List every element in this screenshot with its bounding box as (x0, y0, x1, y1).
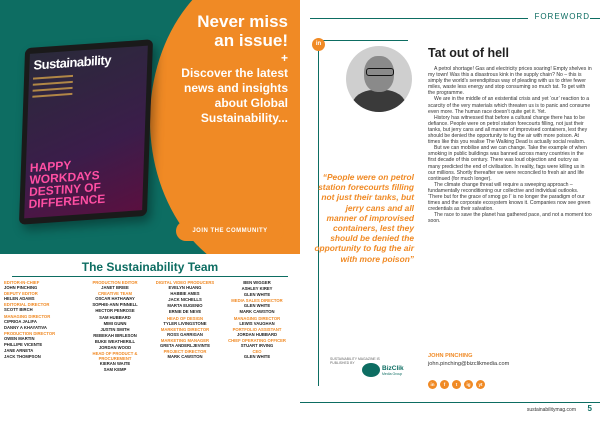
team-member-name: SCOTT BIRCH (4, 307, 33, 313)
publisher-label: SUSTAINABILITY MAGAZINE IS PUBLISHED BY (330, 357, 380, 366)
right-page (300, 0, 600, 424)
team-role: PROJECT DIRECTOR (163, 349, 207, 355)
team-column-4 (222, 280, 292, 360)
team-member-name: ERNIE DE NEVE (168, 309, 202, 315)
subscription-promo (0, 0, 300, 254)
in-badge-icon: in (312, 38, 325, 51)
paragraph: The race to save the planet has gathered pace, and not a moment too soon. (428, 212, 592, 225)
team-member-name: GRETA ANDERLJEVINTE (159, 343, 211, 349)
team-role: HEAD OF PRODUCT & PROCUREMENT (92, 351, 138, 362)
team-column-1 (4, 280, 74, 360)
magazine-title: Sustainability (33, 52, 112, 73)
team-member-name: OSCAR HATHAWAY (95, 296, 135, 302)
team-member-name: GLEN WHITE (243, 303, 271, 309)
team-member-name: OWEN MARTIN (4, 335, 35, 341)
youtube-icon[interactable]: yt (476, 380, 485, 389)
team-role: EDITOR-IN-CHIEF (4, 280, 40, 285)
author-name: JOHN PINCHING (428, 353, 473, 359)
publisher-sub: Media Group (382, 372, 403, 376)
team-member-name: JANET BRIEE (101, 285, 129, 291)
team-role: MARKETING MANAGER (160, 337, 210, 343)
team-member-name: CIPRIOA JALIFA (4, 318, 37, 324)
footer-rule (300, 402, 600, 403)
team-member-name: MARK CAWSTON (239, 309, 275, 315)
promo-subline: Discover the latest news and insights about Global Sustainability... (181, 66, 288, 125)
team-member-name: MARTA EUGENIO (167, 303, 203, 309)
team-member-name: SOPHIE-ANN PINNELL (92, 302, 138, 308)
team-member-name: HELEN ADAMS (4, 296, 35, 302)
page-number: 5 (587, 404, 592, 413)
magazine-cover (24, 46, 148, 219)
promo-plus: + (280, 51, 288, 65)
linkedin-icon[interactable]: in (428, 380, 437, 389)
paragraph: A petrol shortage! Gas and electricity prices soaring! Empty shelves in my town! Was this a disastrous kink in the supply chain? No – this is simply the world’s serendipitous way of pleading with us to drive fewer miles, waste less energy and stop consuming so much tat. To get with the programme. (428, 66, 592, 97)
tablet-mockup (19, 39, 153, 225)
cover-lines (32, 75, 73, 102)
promo-text (176, 12, 288, 126)
team-member-name: JACK NICHELLS (168, 297, 202, 303)
team-role: HEAD OF DESIGN (166, 315, 204, 321)
team-member-name: BUKE WEATHERILL (94, 338, 136, 344)
team-member-name: JANE ARNETA (4, 348, 34, 354)
article-body (428, 66, 592, 224)
instagram-icon[interactable]: ig (464, 380, 473, 389)
team-column-2 (80, 280, 150, 374)
bizclik-logo-icon (362, 363, 380, 377)
team-role: CEO (252, 349, 262, 355)
team-column-3 (150, 280, 220, 360)
publisher-name-text: BizClik (382, 365, 404, 372)
pull-quote: “People were on petrol station forecourts filling not just their tanks, but jerry cans and all manner of improvised containers, lest they should be denied the opportunity to fug the air with more poison” (314, 172, 414, 264)
team-member-name: HECTOR PENROSE (95, 308, 135, 314)
team-member-name: DANNY A KHAYATIVA (4, 324, 47, 330)
article-title: Tat out of hell (428, 46, 510, 60)
team-member-name: JUSTIN SMITH (100, 326, 130, 332)
twitter-icon[interactable]: t (452, 380, 461, 389)
team-role: MEDIA SALES DIRECTOR (231, 298, 283, 304)
team-role: DIGITAL VIDEO PRODUCERS (155, 280, 215, 285)
frame-line-top (318, 40, 408, 41)
team-role: MANAGING DIRECTOR (4, 313, 51, 319)
author-email[interactable]: john.pinching@bizclikmedia.com (428, 361, 510, 367)
team-member-name: JOHN PINCHING (4, 285, 38, 291)
team-member-name: TYLER LIVINGSTONE (163, 320, 207, 326)
team-role: CHIEF OPERATING OFFICER (228, 337, 286, 343)
team-member-name: PHILLIPE VICENTE (4, 342, 43, 348)
team-role: EDITORIAL DIRECTOR (4, 302, 50, 308)
publisher-name (382, 365, 404, 376)
paragraph: We are in the middle of an existential crisis and yet ‘our’ reaction to a scarcity of the very materials which threaten us is to panic and consume even more. The human race doesn’t quite get it. Yet. (428, 96, 591, 115)
team-role: MANAGING DIRECTOR (233, 315, 281, 321)
team-member-name: GLEN WHITE (243, 354, 271, 360)
magazine-cover-text: HAPPY WORKDAYS DESTINY OF DIFFERENCE (28, 158, 106, 212)
social-icons (428, 380, 485, 389)
promo-headline: Never miss an issue! (197, 12, 288, 50)
team-role: CREATIVE TEAM (98, 291, 132, 297)
team-member-name: MARK CAWSTON (167, 354, 203, 360)
team-member-name: JORDAN HUBBARD (236, 331, 277, 337)
team-member-name: GLEN WHITE (243, 292, 271, 298)
team-role: PRODUCTION DIRECTOR (4, 330, 56, 336)
paragraph: The climate change threat will require a sweeping approach – fundamentally reconditioning our collective and individual outlooks. ‘There but for the grace of smog go I’ is no longer the paradigm of our times and the corporate ecosystem knows it. Companies now see green credentials as their salvation. (428, 181, 591, 213)
paragraph: History has witnessed that before a cultural change there has to be defiance. People were on petrol station forecourts filling, not just their tanks, but jerry cans and all manner of improvised containers, lest they should be denied the opportunity to fug the air with more poison. At times like this you realise The Walking Dead is actually social realism. (428, 114, 588, 146)
team-member-name: EVELYN HUANG (168, 285, 202, 291)
team-role: PRODUCTION EDITOR (92, 280, 138, 285)
team-title: The Sustainability Team (81, 260, 219, 274)
team-member-name: HABBIE AMES (170, 291, 200, 297)
team-member-name: JORDAN WOOD (98, 345, 132, 351)
team-member-name: REBEKAH BIRLESON (93, 332, 137, 338)
team-member-name: ROSS GARRIGAN (167, 331, 203, 337)
section-label: FOREWORD (528, 12, 590, 21)
team-member-name: SAM HUBBARD (99, 314, 131, 320)
team-member-name: BEN WIGGER (243, 280, 271, 285)
footer-url[interactable]: sustainabilitymag.com (526, 407, 576, 413)
portrait-body (352, 90, 406, 112)
paragraph: But we can mobilise and we can change. Take the example of when smoking in public buildings was banned across many countries in the first decade of this century. There was loud objection and outcry as many predicted the end of civilisation. In reality, fags were killing us in our millions. Shortly thereafter we were reconciled to fresh air and life continued (for much longer). (428, 145, 587, 182)
team-member-name: SAM KEMP (103, 367, 127, 373)
portrait-glasses (366, 68, 394, 76)
team-member-name: KIERAN WAITE (99, 361, 131, 367)
team-member-name: LEWIS VAUGHAN (239, 320, 275, 326)
author-portrait (346, 46, 412, 112)
join-community-button[interactable]: JOIN THE COMMUNITY (176, 221, 284, 241)
team-member-name: MIMI GUNN (103, 320, 127, 326)
team-member-name: ASHLEY KIREY (241, 286, 273, 292)
team-role: MARKETING DIRECTOR (160, 326, 210, 332)
team-member-name: STUART IRVING (240, 343, 274, 349)
team-role: DEPUTY EDITOR (4, 291, 38, 297)
team-divider (12, 276, 288, 277)
facebook-icon[interactable]: f (440, 380, 449, 389)
team-member-name: JACK THOMPSON (4, 354, 41, 360)
team-role: PORTFOLIO ASSISTANT (232, 326, 282, 332)
